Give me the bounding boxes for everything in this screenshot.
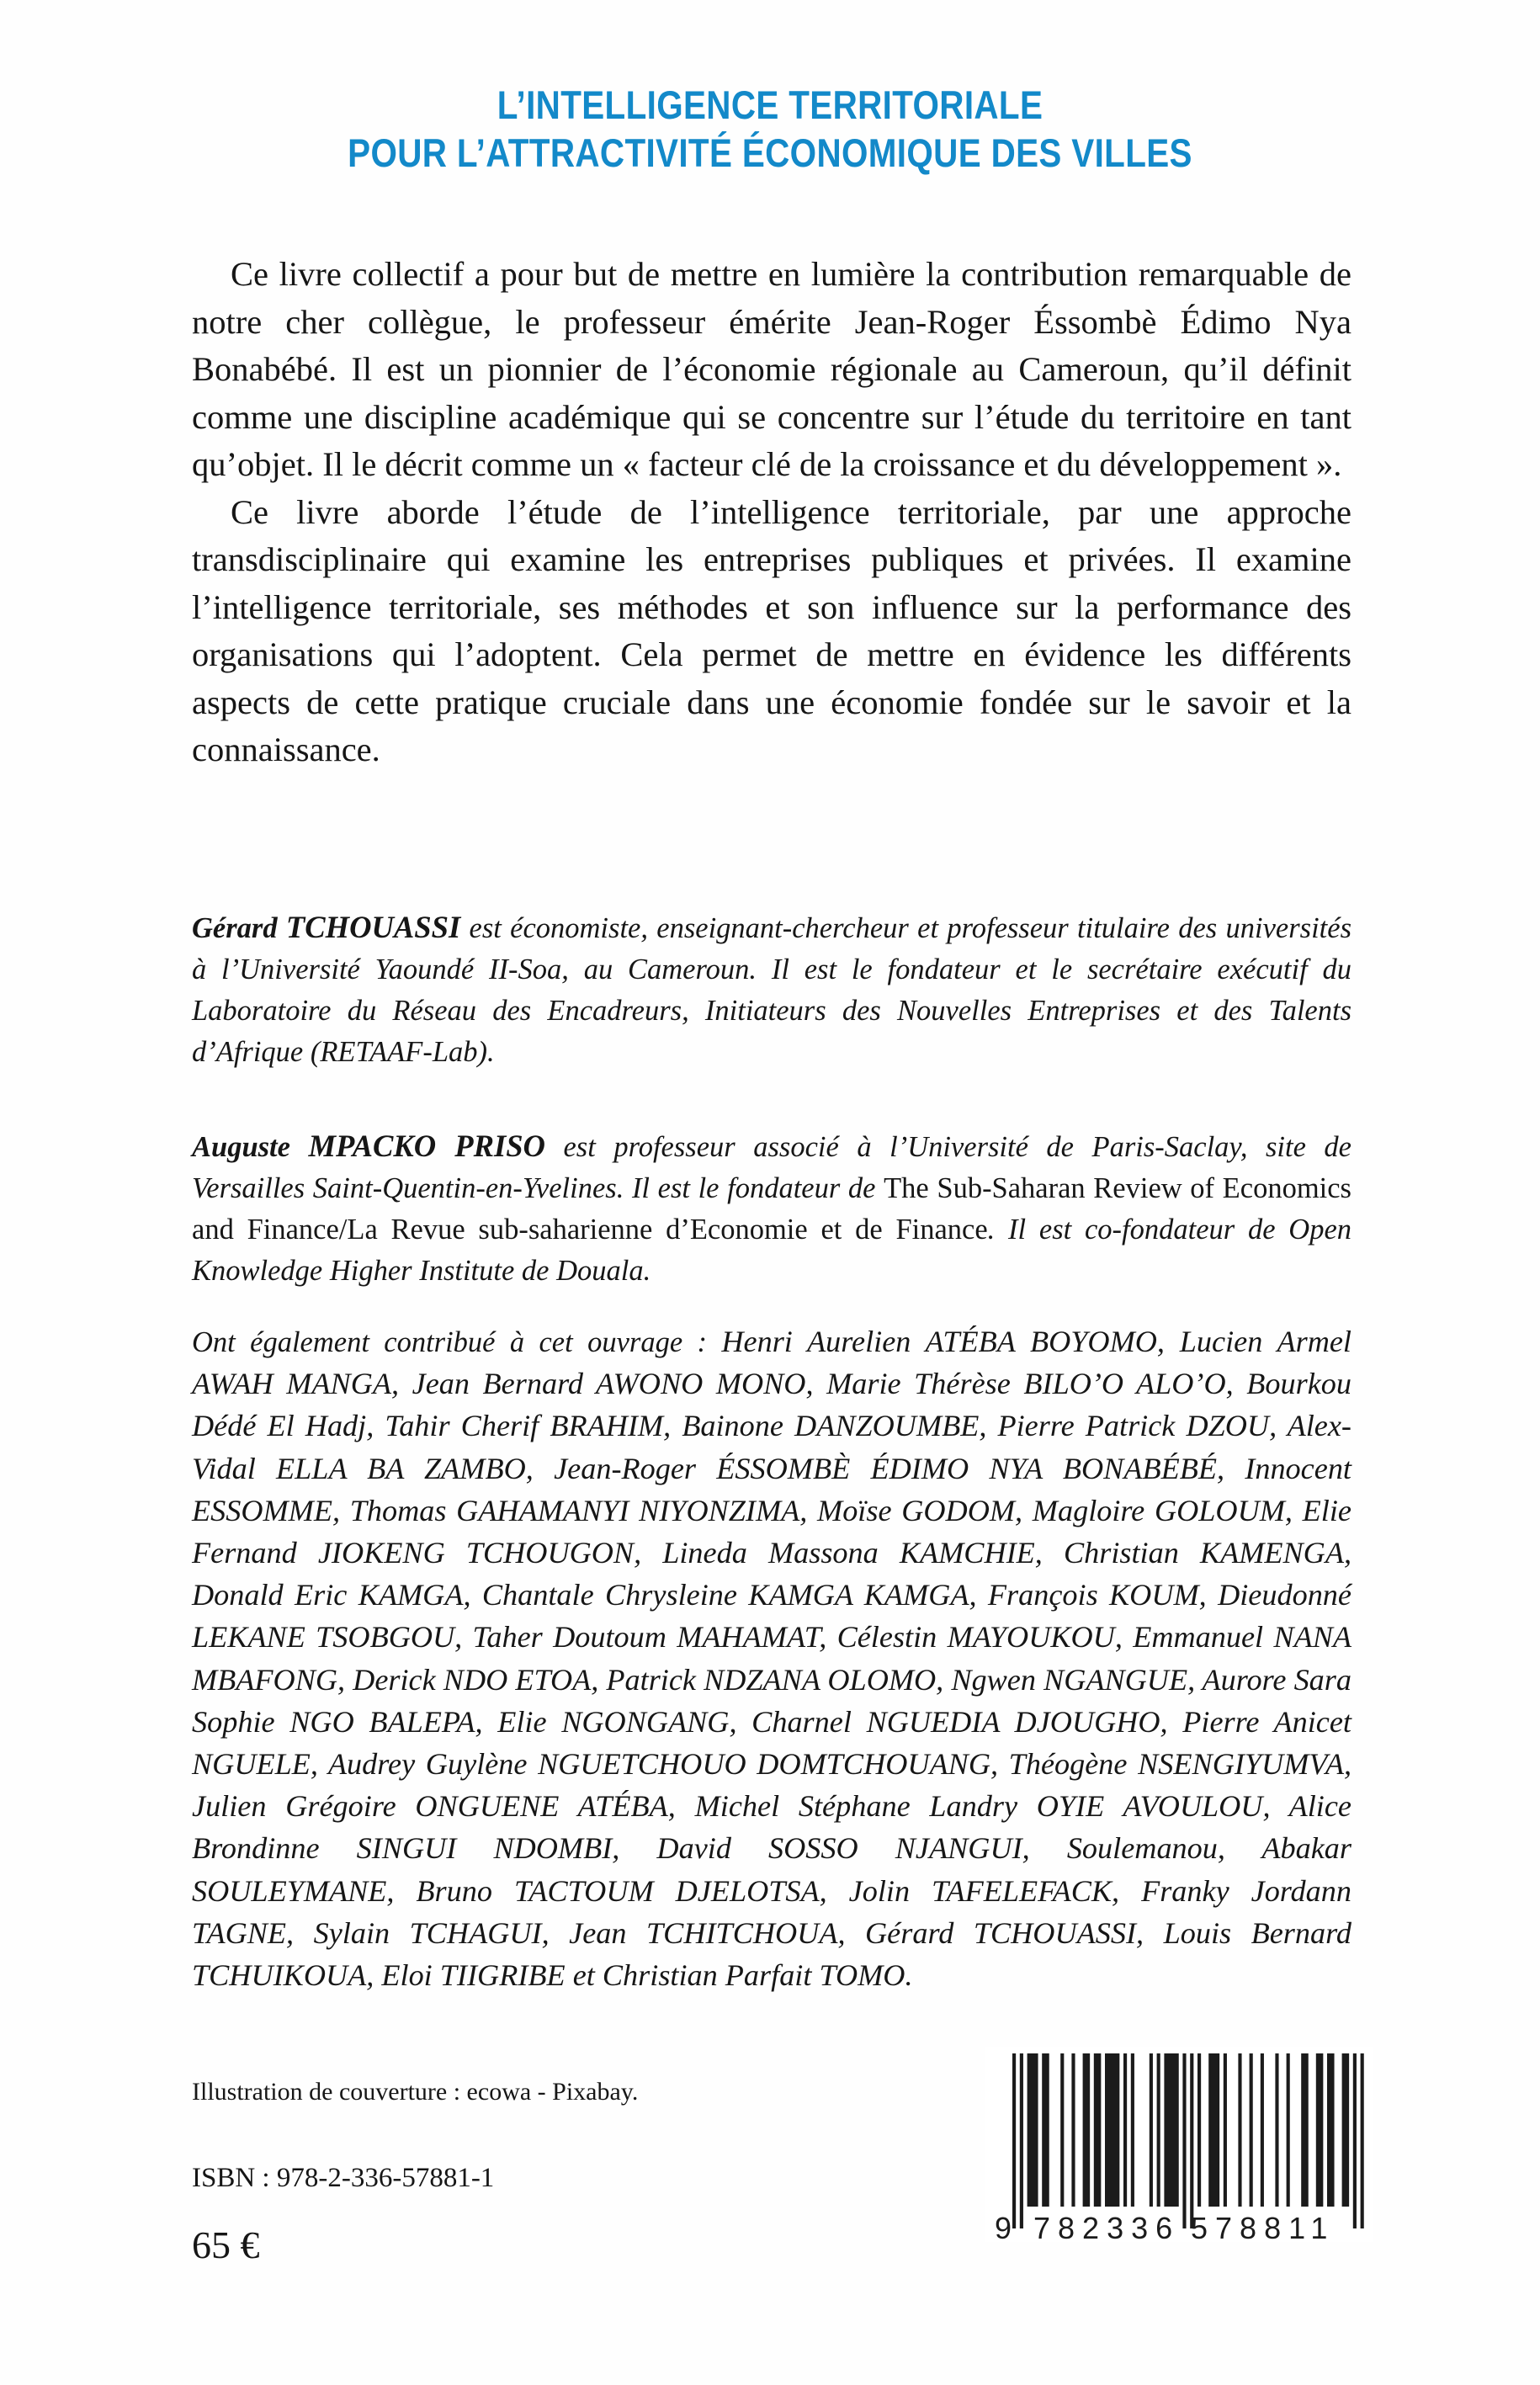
title-line-2: POUR L’ATTRACTIVITÉ ÉCONOMIQUE DES VILLES [348, 130, 1192, 176]
isbn-text: ISBN : 978-2-336-57881-1 [192, 2163, 495, 2193]
author-bio-text-part2: . Il est co-fondateur de [987, 1214, 1289, 1246]
barcode [985, 2047, 1373, 2242]
author-bio-paragraph [192, 906, 1351, 1073]
contributors-intro: Ont également contribué à cet ouvrage : [192, 1326, 722, 1358]
price-text: 65 € [192, 2223, 260, 2266]
barcode-digit-group-2: 782336 [1033, 2211, 1181, 2242]
barcode-digit-group-1: 9 [995, 2211, 1012, 2242]
contributors-list: Henri Aurelien ATÉBA BOYOMO, Lucien Armel AWAH MANGA, Jean Bernard AWONO MONO, Marie Thérèse BILO’O ALO’O, Bourkou Dédé El Hadj, Tahir Cherif BRAHIM, Bainone DANZOUMBE, Pierre Patrick DZOU, Alex-Vidal ELLA BA ZAMBO, Jean-Roger ÉSSOMBÈ ÉDIMO NYA BONABÉBÉ, Innocent ESSOMME, Thomas GAHAMANYI NIYONZIMA, Moïse GODOM, Magloire GOLOUM, Elie Fernand JIOKENG TCHOUGON, Lineda Massona KAMCHIE, Christian KAMENGA, Donald Eric KAMGA, Chantale Chrysleine KAMGA KAMGA, François KOUM, Dieudonné LEKANE TSOBGOU, Taher Doutoum MAHAMAT, Célestin MAYOUKOU, Emmanuel NANA MBAFONG, Derick NDO ETOA, Patrick NDZANA OLOMO, Ngwen NGANGUE, Aurore Sara Sophie NGO BALEPA, Elie NGONGANG, Charnel NGUEDIA DJOUGHO, Pierre Anicet NGUELE, Audrey Guylène NGUETCHOUO DOMTCHOUANG, Théogène NSENGIYUMVA, Julien Grégoire ONGUENE ATÉBA, Michel Stéphane Landry OYIE AVOULOU, Alice Brondinne SINGUI NDOMBI, David SOSSO NJANGUI, Soulemanou, Abakar SOULEYMANE, Bruno TACTOUM DJELOTSA, Jolin TAFELEFACK, Franky Jordann TAGNE, Sylain TCHAGUI, Jean TCHITCHOUA, Gérard TCHOUASSI, Louis Bernard TCHUIKOUA, Eloi TIIGRIBE et Christian Parfait TOMO. [192, 1325, 1351, 1993]
author-last-name: MPACKO PRISO [308, 1129, 545, 1163]
author-bio-mpacko-priso [192, 1125, 1351, 1292]
author-bio-text-part1: est professeur associé à l’Université de Paris-Saclay, site de Versailles Saint-Quentin-en-Yvelines. Il est le fondateur de [192, 1131, 1351, 1204]
cover-credit: Illustration de couverture : ecowa - Pixabay. [192, 2078, 639, 2106]
author-bio-tchouassi [192, 906, 1351, 1073]
journal-title-1: The Sub-Saharan Review of Economics and Finance/La Revue sub-saharienne d’Economie et de Finance [192, 1172, 1351, 1246]
journal-title-2: Open Knowledge Higher Institute de Douala [192, 1214, 1352, 1287]
page-title [0, 81, 1540, 178]
blurb-paragraph-1: Ce livre collectif a pour but de mettre en lumière la contribution remarquable de notre cher collègue, le professeur émérite Jean-Roger Éssombè Édimo Nya Bonabébé. Il est un pionnier de l’économie régionale au Cameroun, qu’il définit comme une discipline académique qui se concentre sur l’étude du territoire en tant qu’objet. Il le décrit comme un « facteur clé de la croissance et du développement ». [192, 255, 1351, 483]
author-bio-paragraph [192, 1125, 1351, 1292]
footer-block [192, 2075, 949, 2267]
author-last-name: TCHOUASSI [285, 910, 461, 944]
contributors-section [192, 1321, 1351, 1997]
author-bio-text-part3: . [643, 1255, 651, 1287]
author-first-name: Auguste [192, 1131, 290, 1163]
author-bio-text: est économiste, enseignant-chercheur et professeur titulaire des universités à l’Université Yaoundé II-Soa, au Cameroun. Il est le fondateur et le secrétaire exécutif du Laboratoire du Réseau des Encadreurs, Initiateurs des Nouvelles Entreprises et des Talents d’Afrique (RETAAF-Lab). [192, 912, 1352, 1068]
blurb-paragraph-2: Ce livre aborde l’étude de l’intelligence territoriale, par une approche transdisciplinaire qui examine les entreprises publiques et privées. Il examine l’intelligence territoriale, ses méthodes et son influence sur la performance des organisations qui l’adoptent. Cela permet de mettre en évidence les différents aspects de cette pratique cruciale dans une économie fondée sur le savoir et la connaissance. [192, 492, 1351, 768]
barcode-digit-group-3: 578811 [1191, 2211, 1336, 2242]
contributors-paragraph [192, 1321, 1351, 1997]
title-line-1: L’INTELLIGENCE TERRITORIALE [497, 82, 1043, 127]
author-first-name: Gérard [192, 912, 278, 944]
barcode-image [985, 2047, 1373, 2242]
blurb-section [192, 251, 1351, 774]
